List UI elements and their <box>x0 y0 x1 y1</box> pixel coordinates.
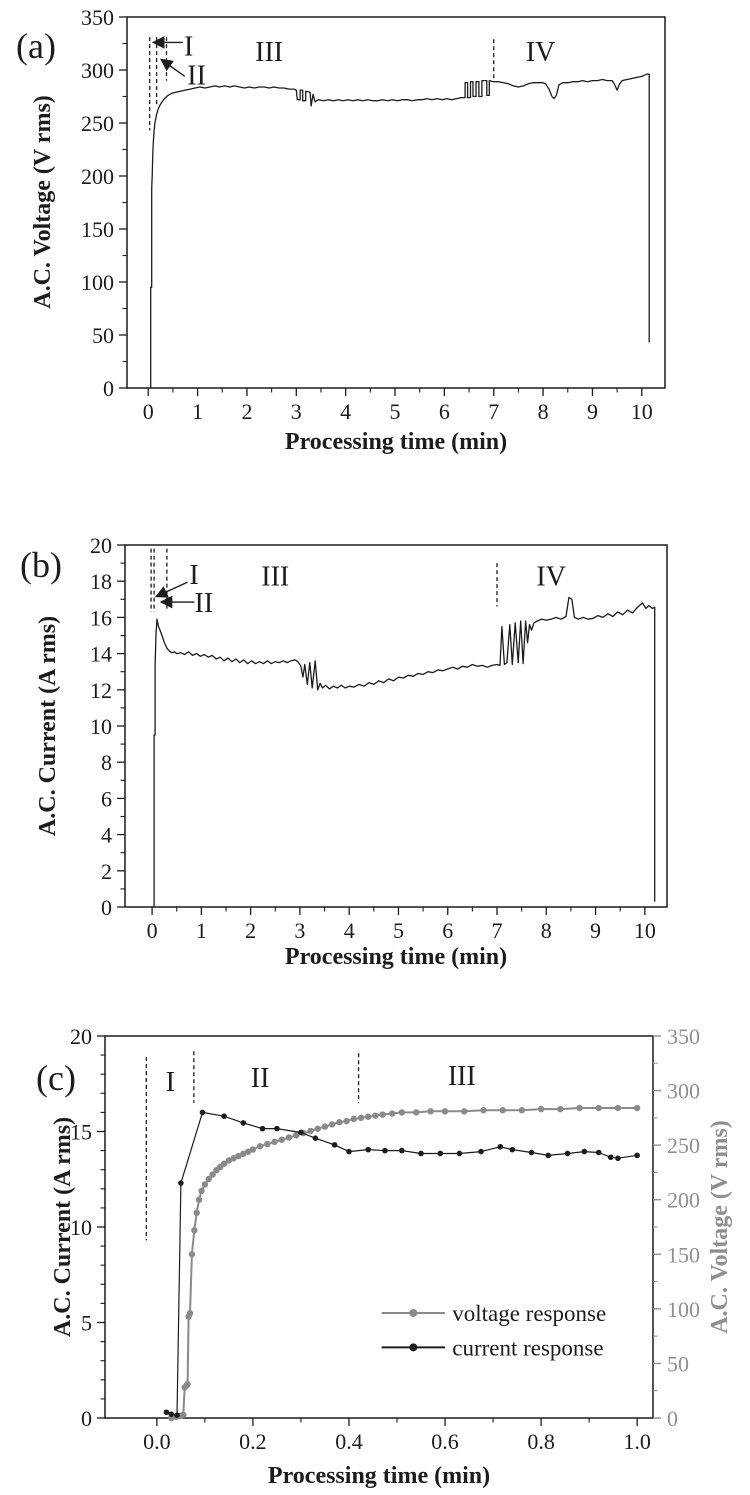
data-point <box>418 1151 424 1157</box>
data-point <box>264 1141 270 1147</box>
data-point <box>336 1119 342 1125</box>
data-point <box>200 1110 206 1116</box>
x-tick-label: 9 <box>590 918 602 943</box>
x-tick-label: 4 <box>340 399 352 424</box>
x-tick-label: 10 <box>630 399 653 424</box>
y-tick-label: 16 <box>90 605 112 631</box>
data-point <box>413 1109 419 1115</box>
panel-b-chart <box>0 470 750 995</box>
stage-label: IV <box>536 561 566 593</box>
y-tick-label: 14 <box>90 641 112 667</box>
y-tick-label: 12 <box>90 677 112 703</box>
data-point <box>519 1107 525 1113</box>
x-tick-label: 0 <box>142 399 154 424</box>
legend-marker <box>409 1309 417 1317</box>
x-tick-label: 6 <box>442 918 454 943</box>
y2-tick-label: 150 <box>667 1242 700 1268</box>
y-tick-label: 200 <box>81 164 114 189</box>
data-point <box>457 1151 463 1157</box>
data-point <box>399 1109 405 1115</box>
annotation-arrow <box>161 59 185 76</box>
x-tick-label: 7 <box>488 399 500 424</box>
data-point <box>184 1381 190 1387</box>
y2-tick-label: 0 <box>667 1406 678 1431</box>
x-tick-label: 10 <box>633 918 656 943</box>
data-point <box>372 1112 378 1118</box>
data-point <box>576 1105 582 1111</box>
x-tick-label: 2 <box>241 399 253 424</box>
data-point <box>298 1130 304 1136</box>
y-tick-label: 18 <box>90 569 112 595</box>
data-point <box>565 1151 571 1157</box>
x-tick-label: 7 <box>491 918 503 943</box>
data-point <box>187 1310 193 1316</box>
x-tick-label: 0 <box>146 918 158 943</box>
data-point <box>332 1142 338 1148</box>
panel-a-chart <box>0 0 750 470</box>
x-tick-label: 5 <box>389 399 401 424</box>
y-tick-label: 300 <box>81 58 114 83</box>
data-point <box>389 1110 395 1116</box>
data-point <box>241 1120 247 1126</box>
stage-label: III <box>261 561 290 593</box>
x-tick-label: 3 <box>294 918 306 943</box>
data-point <box>480 1107 486 1113</box>
data-point <box>615 1105 621 1111</box>
data-point <box>178 1180 184 1186</box>
data-point <box>279 1136 285 1142</box>
data-point <box>538 1106 544 1112</box>
y-tick-label: 50 <box>92 323 114 348</box>
y-tick-label: 20 <box>70 1024 92 1049</box>
data-point <box>194 1210 200 1216</box>
x-tick-label: 0.4 <box>335 1429 363 1454</box>
data-point <box>257 1143 263 1149</box>
data-point <box>478 1149 484 1155</box>
y2-tick-label: 350 <box>667 1024 700 1049</box>
y-tick-label: 8 <box>101 750 112 776</box>
plot-box <box>127 17 665 388</box>
data-point <box>608 1154 614 1160</box>
x-tick-label: 0.2 <box>239 1429 267 1454</box>
x-tick-label: 1 <box>192 399 204 424</box>
y-tick-label: 350 <box>81 5 114 30</box>
data-point <box>346 1149 352 1155</box>
series-line <box>154 598 655 908</box>
x-tick-label: 8 <box>540 918 552 943</box>
panel-label: (c) <box>36 1058 76 1098</box>
data-point <box>596 1150 602 1156</box>
annotations <box>151 549 566 619</box>
x-tick-label: 6 <box>438 399 450 424</box>
data-point <box>313 1135 319 1141</box>
data-point <box>545 1153 551 1159</box>
series-current <box>154 598 655 908</box>
y-tick-label: 20 <box>90 533 112 558</box>
y-tick-label: 5 <box>81 1310 92 1336</box>
x-tick-label: 9 <box>586 399 598 424</box>
x-axis-title: Processing time (min) <box>284 429 508 455</box>
panel-c-chart <box>0 995 750 1495</box>
y-tick-label: 250 <box>81 111 114 136</box>
data-point <box>529 1150 535 1156</box>
x-tick-label: 5 <box>392 918 404 943</box>
y-tick-label: 0 <box>103 376 114 401</box>
data-point <box>634 1153 640 1159</box>
x-axis-title: Processing time (min) <box>267 1463 491 1489</box>
stage-label: IV <box>525 36 556 68</box>
legend-item-current <box>382 1335 604 1360</box>
data-point <box>358 1115 364 1121</box>
data-point <box>615 1155 621 1161</box>
y2-tick-label: 250 <box>667 1133 700 1159</box>
data-point <box>191 1227 197 1233</box>
data-point <box>274 1126 280 1132</box>
y-tick-label: 2 <box>101 858 112 884</box>
y-tick-label: 0 <box>81 1406 92 1431</box>
data-point <box>198 1188 204 1194</box>
y2-tick-label: 50 <box>667 1351 689 1377</box>
y-axis-title: A.C. Voltage (V rms) <box>30 95 56 309</box>
data-point <box>202 1181 208 1187</box>
data-point <box>365 1147 371 1153</box>
data-point <box>174 1412 180 1418</box>
series-line <box>151 74 650 388</box>
y-axis-left <box>35 533 125 920</box>
x-tick-label: 2 <box>245 918 257 943</box>
data-point <box>437 1151 443 1157</box>
data-point <box>286 1134 292 1140</box>
legend-label: current response <box>452 1335 604 1361</box>
x-axis <box>143 1418 651 1489</box>
y-tick-label: 15 <box>70 1119 92 1145</box>
data-point <box>343 1118 349 1124</box>
stage-label: I <box>189 559 199 591</box>
data-point <box>557 1106 563 1112</box>
data-point <box>365 1114 371 1120</box>
data-point <box>180 1412 186 1418</box>
data-point <box>168 1411 174 1417</box>
data-point <box>509 1147 515 1153</box>
data-point <box>189 1251 195 1257</box>
y-tick-label: 150 <box>81 217 114 242</box>
data-point <box>307 1128 313 1134</box>
data-point <box>351 1116 357 1122</box>
y2-tick-label: 100 <box>667 1296 700 1322</box>
stage-label: II <box>250 1063 270 1095</box>
x-tick-label: 3 <box>290 399 302 424</box>
y2-axis-title: A.C. Voltage (V rms) <box>707 1120 733 1334</box>
y-tick-label: 10 <box>70 1215 92 1240</box>
data-point <box>596 1105 602 1111</box>
y-tick-label: 0 <box>101 895 112 920</box>
legend <box>382 1301 607 1360</box>
panel-label: (a) <box>16 26 56 66</box>
x-tick-label: 1.0 <box>623 1429 651 1454</box>
series-voltage <box>151 74 650 388</box>
y-tick-label: 10 <box>90 714 112 739</box>
data-point <box>315 1126 321 1132</box>
x-axis <box>143 388 653 455</box>
data-point <box>634 1105 640 1111</box>
annotation-arrow <box>156 582 188 596</box>
data-point <box>322 1123 328 1129</box>
y-tick-label: 4 <box>101 822 112 848</box>
data-point <box>427 1108 433 1114</box>
stage-label: III <box>447 1061 476 1093</box>
y-axis-title: A.C. Current (A rms) <box>50 1116 76 1338</box>
x-tick-label: 0.0 <box>143 1429 171 1454</box>
y2-tick-label: 200 <box>667 1187 700 1213</box>
x-tick-label: 0.8 <box>527 1429 555 1454</box>
legend-label: voltage response <box>452 1300 607 1326</box>
x-tick-label: 1 <box>195 918 207 943</box>
y-tick-label: 100 <box>81 270 114 295</box>
data-point <box>461 1108 467 1114</box>
x-axis <box>147 907 656 970</box>
x-tick-label: 0.6 <box>431 1429 459 1454</box>
data-point <box>379 1111 385 1117</box>
x-tick-label: 8 <box>537 399 549 424</box>
y2-tick-label: 300 <box>667 1078 700 1104</box>
x-axis-title: Processing time (min) <box>284 944 508 970</box>
legend-marker <box>409 1343 417 1351</box>
data-point <box>499 1107 505 1113</box>
data-point <box>582 1149 588 1155</box>
stage-label: II <box>187 60 206 92</box>
data-point <box>250 1146 256 1152</box>
x-tick-label: 4 <box>343 918 355 943</box>
data-point <box>196 1197 202 1203</box>
data-point <box>271 1139 277 1145</box>
data-point <box>329 1121 335 1127</box>
data-point <box>442 1108 448 1114</box>
y-axis-title: A.C. Current (A rms) <box>35 615 61 837</box>
data-point <box>221 1113 227 1119</box>
stage-label: III <box>255 36 284 68</box>
data-point <box>382 1148 388 1154</box>
y-tick-label: 6 <box>101 786 112 812</box>
stage-label: I <box>184 31 194 63</box>
data-point <box>399 1148 405 1154</box>
data-point <box>164 1409 170 1415</box>
data-point <box>497 1144 503 1150</box>
stage-label: II <box>194 587 214 619</box>
stage-label: I <box>165 1066 175 1098</box>
y-axis-right <box>653 1024 733 1431</box>
data-point <box>260 1126 266 1132</box>
legend-item-voltage <box>382 1301 607 1326</box>
panel-label: (b) <box>20 545 62 585</box>
